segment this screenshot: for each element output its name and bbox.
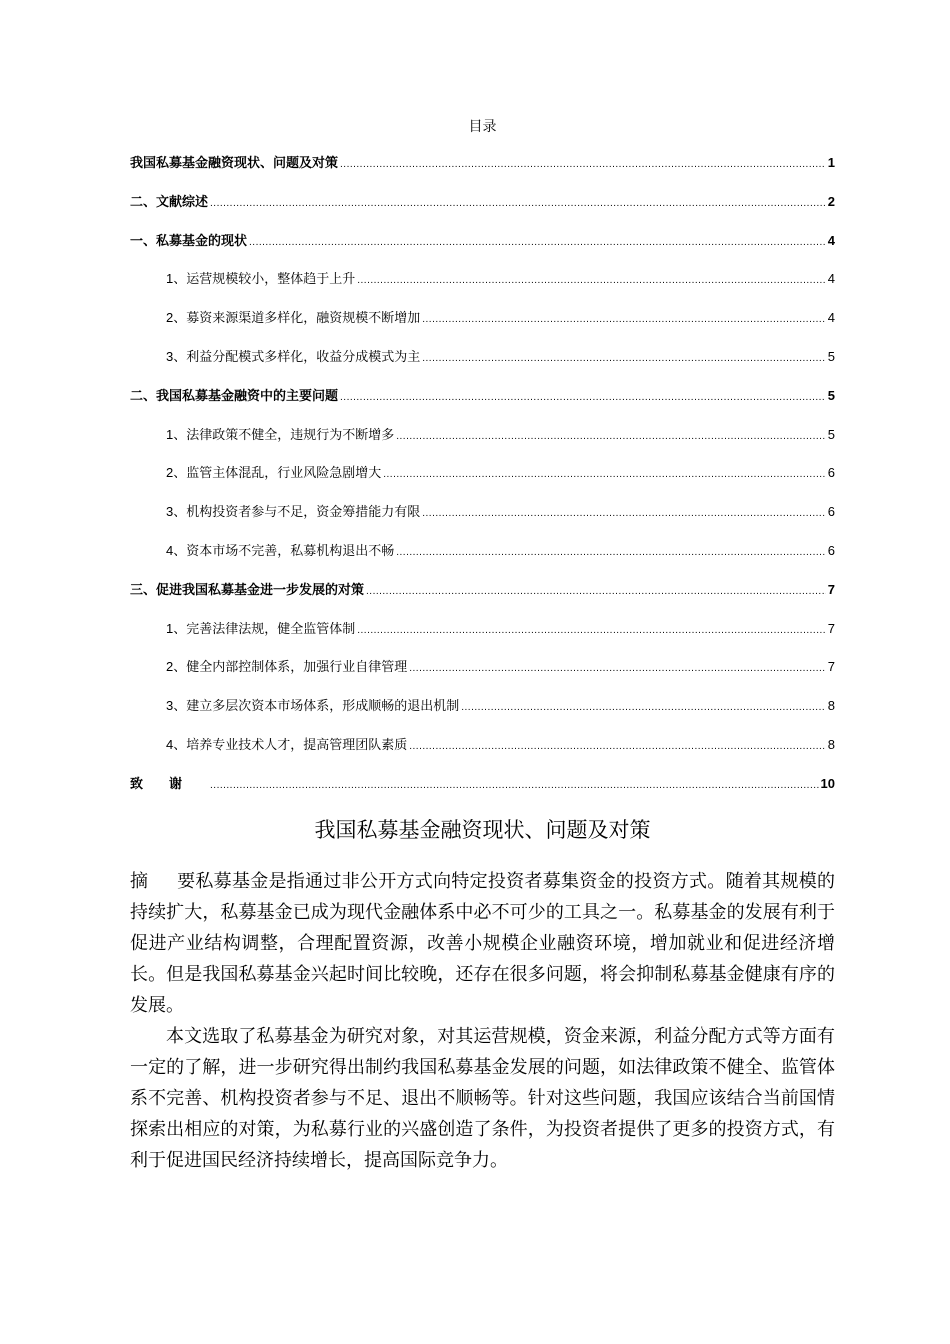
toc-page-number: 7 bbox=[827, 659, 835, 675]
toc-page-number: 7 bbox=[827, 620, 835, 636]
toc-dot-leader bbox=[409, 663, 826, 674]
toc-page-number: 5 bbox=[827, 348, 835, 364]
toc-dot-leader bbox=[340, 159, 826, 170]
toc-page-number: 4 bbox=[827, 232, 835, 248]
toc-entry-label: 二、我国私募基金融资中的主要问题 bbox=[130, 387, 339, 403]
body-paragraph: 本文选取了私募基金为研究对象，对其运营规模，资金来源，利益分配方式等方面有一定的了解，进一步研究得出制约我国私募基金发展的问题，如法律政策不健全、监管体系不完善、机构投资者参与不足、退出不顺畅等。针对这些问题，我国应该结合当前国情探索出相应的对策，为私募行业的兴盛创造了条件，为投资者提供了更多的投资方式，有利于促进国民经济持续增长，提高国际竞争力。 bbox=[130, 1026, 835, 1171]
toc-entry[interactable] bbox=[130, 540, 835, 579]
toc-entry-label: 致谢 bbox=[130, 775, 209, 791]
toc-entry-label: 1、完善法律法规，健全监管体制 bbox=[166, 620, 356, 636]
toc-entry[interactable] bbox=[130, 424, 835, 463]
toc-entry[interactable] bbox=[130, 385, 835, 424]
toc-entry-label: 2、募资来源渠道多样化，融资规模不断增加 bbox=[166, 310, 421, 326]
toc-entry[interactable] bbox=[130, 618, 835, 657]
toc-entry[interactable] bbox=[130, 656, 835, 695]
toc-dot-leader bbox=[210, 780, 819, 791]
toc-dot-leader bbox=[340, 392, 826, 403]
toc-dot-leader bbox=[396, 431, 826, 442]
toc-entry[interactable] bbox=[130, 346, 835, 385]
toc-entry-label: 二、文献综述 bbox=[130, 193, 209, 209]
toc-page-number: 6 bbox=[827, 504, 835, 520]
toc-dot-leader bbox=[366, 586, 826, 597]
toc-title: 目录 bbox=[468, 119, 497, 135]
toc-entry[interactable] bbox=[130, 462, 835, 501]
toc-entry[interactable] bbox=[130, 695, 835, 734]
toc-dot-leader bbox=[357, 625, 826, 636]
toc-entry[interactable] bbox=[130, 230, 835, 269]
toc-page-number: 5 bbox=[827, 426, 835, 442]
toc-entry[interactable] bbox=[130, 734, 835, 773]
toc-page-number: 8 bbox=[827, 736, 835, 752]
toc-entry-label: 1、法律政策不健全，违规行为不断增多 bbox=[166, 426, 395, 442]
toc-entry-label: 3、机构投资者参与不足，资金筹措能力有限 bbox=[166, 504, 421, 520]
toc-entry[interactable] bbox=[130, 152, 835, 191]
toc-page-number: 4 bbox=[827, 310, 835, 326]
toc-dot-leader bbox=[357, 275, 826, 286]
toc-page-number: 6 bbox=[827, 542, 835, 558]
toc-page-number: 8 bbox=[827, 698, 835, 714]
toc-entry[interactable] bbox=[130, 268, 835, 307]
toc-dot-leader bbox=[422, 353, 826, 364]
toc-page-number: 6 bbox=[827, 465, 835, 481]
toc-page-number: 4 bbox=[827, 271, 835, 287]
toc-dot-leader bbox=[396, 547, 826, 558]
abstract-paragraph bbox=[130, 866, 835, 1021]
toc-entry-label: 1、运营规模较小，整体趋于上升 bbox=[166, 271, 356, 287]
toc-dot-leader bbox=[461, 702, 826, 713]
toc-entry-label: 4、资本市场不完善，私募机构退出不畅 bbox=[166, 542, 395, 558]
toc-entry[interactable] bbox=[130, 307, 835, 346]
toc-dot-leader bbox=[422, 314, 826, 325]
toc-entry-label: 2、健全内部控制体系，加强行业自律管理 bbox=[166, 659, 408, 675]
abstract-label: 摘要 bbox=[130, 871, 196, 892]
abstract-section bbox=[130, 866, 835, 1176]
toc-page-number: 1 bbox=[827, 155, 835, 170]
toc-dot-leader bbox=[249, 237, 826, 248]
table-of-contents bbox=[130, 152, 835, 812]
toc-entry-label: 我国私募基金融资现状、问题及对策 bbox=[130, 155, 339, 170]
toc-entry[interactable] bbox=[130, 501, 835, 540]
toc-dot-leader bbox=[422, 508, 826, 519]
toc-entry[interactable] bbox=[130, 579, 835, 618]
toc-entry-label: 3、利益分配模式多样化，收益分成模式为主 bbox=[166, 348, 421, 364]
abstract-text: 私募基金是指通过非公开方式向特定投资者募集资金的投资方式。随着其规模的持续扩大，私募基金已成为现代金融体系中必不可少的工具之一。私募基金的发展有利于促进产业结构调整，合理配置资源，改善小规模企业融资环境，增加就业和促进经济增长。但是我国私募基金兴起时间比较晚，还存在很多问题，将会抑制私募基金健康有序的发展。 bbox=[130, 871, 836, 1016]
document-title: 我国私募基金融资现状、问题及对策 bbox=[314, 818, 651, 842]
toc-entry-label: 4、培养专业技术人才，提高管理团队素质 bbox=[166, 736, 408, 752]
toc-page-number: 5 bbox=[827, 387, 835, 403]
toc-entry-label: 3、建立多层次资本市场体系，形成顺畅的退出机制 bbox=[166, 698, 460, 714]
toc-dot-leader bbox=[409, 741, 826, 752]
toc-entry-label: 2、监管主体混乱，行业风险急剧增大 bbox=[166, 465, 382, 481]
toc-dot-leader bbox=[383, 469, 826, 480]
toc-dot-leader bbox=[210, 198, 826, 209]
toc-page-number: 2 bbox=[827, 193, 835, 209]
toc-entry-label: 三、促进我国私募基金进一步发展的对策 bbox=[130, 581, 365, 597]
toc-entry-label: 一、私募基金的现状 bbox=[130, 232, 248, 248]
toc-page-number: 7 bbox=[827, 581, 835, 597]
toc-entry[interactable] bbox=[130, 191, 835, 230]
toc-entry[interactable] bbox=[130, 773, 835, 812]
toc-page-number: 10 bbox=[820, 775, 835, 791]
